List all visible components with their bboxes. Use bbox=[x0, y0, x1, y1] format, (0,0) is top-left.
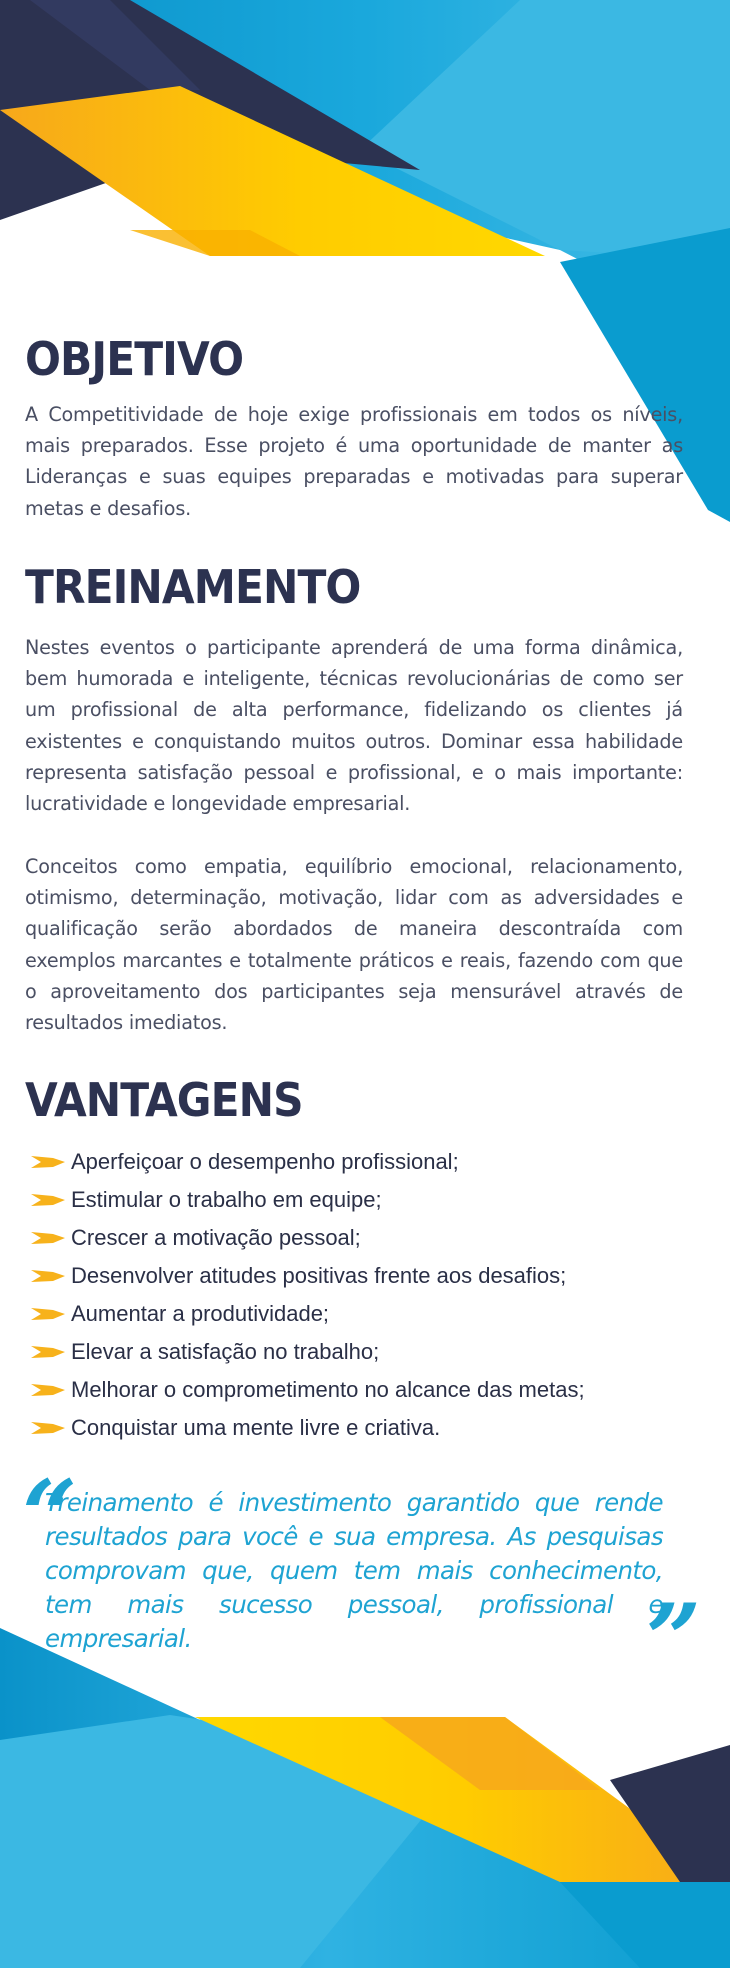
arrow-bullet-icon bbox=[31, 1230, 65, 1246]
arrow-bullet-icon bbox=[31, 1192, 65, 1208]
arrow-bullet-icon bbox=[31, 1344, 65, 1360]
arrow-bullet-icon bbox=[31, 1268, 65, 1284]
list-item-text: Estimular o trabalho em equipe; bbox=[71, 1187, 382, 1212]
list-item-text: Aumentar a produtividade; bbox=[71, 1301, 330, 1326]
list-item bbox=[31, 1295, 585, 1333]
arrow-bullet-icon bbox=[31, 1154, 65, 1170]
list-item bbox=[31, 1219, 585, 1257]
list-item-text: Aperfeiçoar o desempenho profissional; bbox=[71, 1149, 459, 1174]
arrow-bullet-icon bbox=[31, 1382, 65, 1398]
vantagens-list bbox=[31, 1143, 585, 1447]
list-item bbox=[31, 1371, 585, 1409]
treinamento-paragraph-1: Nestes eventos o participante aprenderá de uma forma dinâmica, bem humorada e inteligente, técnicas revolucionárias de como ser um profissional de alta performance, fidelizando os clientes já existentes e conquistando muitos outros. Dominar essa habilidade representa satisfação pessoal e profissional, e o mais importante: lucratividade e longevidade empresarial. bbox=[25, 636, 683, 816]
list-item-text: Crescer a motivação pessoal; bbox=[71, 1225, 361, 1250]
objetivo-heading: OBJETIVO bbox=[25, 332, 244, 386]
list-item-text: Melhorar o comprometimento no alcance das metas; bbox=[71, 1377, 585, 1402]
vantagens-heading: VANTAGENS bbox=[25, 1073, 303, 1127]
quote-text: Treinamento é investimento garantido que rende resultados para você e sua empresa. As pesquisas comprovam que, quem tem mais conhecimento, tem mais sucesso pessoal, profissional e empresarial. bbox=[45, 1488, 663, 1653]
list-item bbox=[31, 1333, 585, 1371]
list-item bbox=[31, 1257, 585, 1295]
arrow-bullet-icon bbox=[31, 1306, 65, 1322]
treinamento-heading: TREINAMENTO bbox=[25, 560, 361, 614]
treinamento-paragraph-2: Conceitos como empatia, equilíbrio emocional, relacionamento, otimismo, determinação, motivação, lidar com as adversidades e qualificação serão abordados de maneira descontraída com exemplos marcantes e totalmente práticos e reais, fazendo com que o aproveitamento dos participantes seja mensurável através de resultados imediatos. bbox=[25, 855, 683, 1035]
list-item-text: Elevar a satisfação no trabalho; bbox=[71, 1339, 380, 1364]
list-item bbox=[31, 1181, 585, 1219]
list-item-text: Conquistar uma mente livre e criativa. bbox=[71, 1415, 441, 1440]
list-item-text: Desenvolver atitudes positivas frente aos desafios; bbox=[71, 1263, 567, 1288]
list-item bbox=[31, 1143, 585, 1181]
open-quote-icon: “ bbox=[22, 1459, 78, 1572]
bottom-decorative-banner bbox=[0, 1620, 730, 1968]
close-quote-icon: ” bbox=[646, 1583, 702, 1696]
arrow-bullet-icon bbox=[31, 1420, 65, 1436]
objetivo-paragraph: A Competitividade de hoje exige profissionais em todos os níveis, mais preparados. Esse projeto é uma oportunidade de manter as Lideranças e suas equipes preparadas e motivadas para superar metas e desafios. bbox=[25, 403, 683, 520]
list-item bbox=[31, 1409, 585, 1447]
